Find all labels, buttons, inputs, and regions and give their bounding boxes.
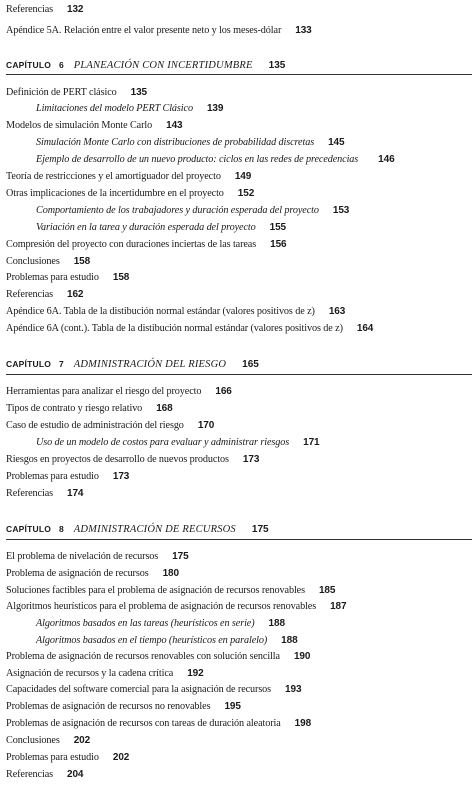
toc-section <box>6 25 312 37</box>
chapter-heading <box>6 523 472 536</box>
toc-page-number: 152 <box>237 188 255 199</box>
toc-page-number: 202 <box>73 735 91 746</box>
toc-section <box>6 488 83 500</box>
toc-section <box>6 87 147 99</box>
toc-section <box>6 752 129 764</box>
toc-page-number: 158 <box>112 272 130 283</box>
chapter-rule <box>6 74 472 75</box>
toc-entry-text: Problemas para estudio <box>6 471 99 482</box>
toc-entry-text: Teoría de restricciones y el amortiguador del proyecto <box>6 171 221 182</box>
toc-entry-text: Referencias <box>6 488 53 499</box>
chapter-heading <box>6 59 472 72</box>
toc-page-number: 166 <box>215 386 232 397</box>
toc-page-number: 145 <box>328 137 345 148</box>
toc-page-number: 146 <box>378 154 395 165</box>
toc-section <box>6 4 83 16</box>
toc-entry-text: Apéndice 5A. Relación entre el valor presente neto y los meses-dólar <box>6 25 282 36</box>
toc-page-number: 173 <box>242 454 260 465</box>
toc-page-number: 204 <box>66 769 84 780</box>
toc-section <box>6 171 251 183</box>
chapter-page-number: 165 <box>242 359 259 370</box>
toc-section <box>6 454 259 466</box>
toc-entry-text: Simulación Monte Carlo con distribuciones de probabilidad discretas <box>36 137 315 148</box>
toc-entry-text: Problemas para estudio <box>6 272 99 283</box>
toc-section <box>6 651 310 663</box>
toc-page-number: 171 <box>303 437 320 448</box>
toc-entry-text: Referencias <box>6 769 53 780</box>
toc-page-number: 187 <box>330 601 347 612</box>
toc-subsection <box>36 154 395 166</box>
chapter-title: ADMINISTRACIÓN DEL RIESGO <box>73 359 227 370</box>
toc-section <box>6 684 301 696</box>
toc-subsection <box>36 137 344 149</box>
toc-section <box>6 403 173 415</box>
toc-entry-text: Limitaciones del modelo PERT Clásico <box>36 103 193 114</box>
toc-entry-text: Ejemplo de desarrollo de un nuevo producto: ciclos en las redes de precedencias <box>36 154 359 165</box>
toc-page-number: 188 <box>281 635 298 646</box>
toc-subsection <box>36 437 320 449</box>
toc-page-number: 195 <box>224 701 241 712</box>
toc-entry-text: Apéndice 6A. Tabla de la distibución normal estándar (valores positivos de z) <box>6 306 315 317</box>
toc-page-number: 202 <box>112 752 130 763</box>
toc-page-number: 162 <box>66 289 84 300</box>
toc-page-number: 170 <box>197 420 215 431</box>
toc-entry-text: Caso de estudio de administración del riesgo <box>6 420 184 431</box>
toc-entry-text: Uso de un modelo de costos para evaluar y administrar riesgos <box>36 437 290 448</box>
toc-page-number: 133 <box>295 25 312 36</box>
chapter-page-number: 135 <box>268 60 286 71</box>
toc-entry-text: El problema de nivelación de recursos <box>6 551 159 562</box>
toc-section <box>6 323 373 335</box>
toc-entry-text: Compresión del proyecto con duraciones inciertas de las tareas <box>6 239 257 250</box>
toc-section <box>6 188 254 200</box>
toc-page-number: 198 <box>294 718 312 729</box>
toc-page-number: 163 <box>328 306 346 317</box>
toc-section <box>6 668 204 680</box>
toc-page-number: 188 <box>268 618 285 629</box>
toc-section <box>6 289 83 301</box>
toc-page-number: 143 <box>166 120 183 131</box>
toc-page-number: 192 <box>187 668 204 679</box>
toc-section <box>6 701 241 713</box>
toc-entry-text: Conclusiones <box>6 735 60 746</box>
toc-section <box>6 239 287 251</box>
toc-page-number: 164 <box>356 323 374 334</box>
toc-page-number: 174 <box>66 488 84 499</box>
chapter-number: 6 <box>59 60 64 70</box>
chapter-title: PLANEACIÓN CON INCERTIDUMBRE <box>73 60 253 71</box>
toc-subsection <box>36 103 223 115</box>
chapter-title: ADMINISTRACIÓN DE RECURSOS <box>73 524 236 535</box>
toc-entry-text: Algoritmos heurísticos para el problema de asignación de recursos renovables <box>6 601 317 612</box>
toc-subsection <box>36 222 286 234</box>
toc-entry-text: Modelos de simulación Monte Carlo <box>6 120 153 131</box>
chapter-rule <box>6 374 472 375</box>
toc-page-number: 156 <box>270 239 287 250</box>
toc-entry-text: Soluciones factibles para el problema de asignación de recursos renovables <box>6 585 305 596</box>
toc-page-number: 153 <box>332 205 350 216</box>
toc-entry-text: Riesgos en proyectos de desarrollo de nuevos productos <box>6 454 229 465</box>
toc-section <box>6 568 179 580</box>
toc-page-number: 139 <box>206 103 224 114</box>
toc-entry-text: Problema de asignación de recursos <box>6 568 149 579</box>
toc-entry-text: Problema de asignación de recursos renovables con solución sencilla <box>6 651 280 662</box>
toc-page-number: 135 <box>130 87 148 98</box>
toc-section <box>6 718 311 730</box>
toc-page-number: 193 <box>285 684 302 695</box>
toc-section <box>6 386 232 398</box>
toc-subsection <box>36 205 349 217</box>
toc-entry-text: Comportamiento de los trabajadores y duración esperada del proyecto <box>36 205 319 216</box>
toc-page-number: 158 <box>73 256 91 267</box>
toc-page-number: 180 <box>162 568 179 579</box>
toc-entry-text: Problemas de asignación de recursos no renovables <box>6 701 211 712</box>
toc-entry-text: Capacidades del software comercial para la asignación de recursos <box>6 684 272 695</box>
toc-section <box>6 769 83 781</box>
toc-page-number: 149 <box>234 171 252 182</box>
toc-entry-text: Otras implicaciones de la incertidumbre en el proyecto <box>6 188 224 199</box>
toc-entry-text: Referencias <box>6 289 53 300</box>
toc-page-number: 168 <box>156 403 173 414</box>
toc-entry-text: Problemas para estudio <box>6 752 99 763</box>
toc-page-number: 155 <box>269 222 287 233</box>
toc-entry-text: Tipos de contrato y riesgo relativo <box>6 403 143 414</box>
toc-subsection <box>36 635 298 647</box>
toc-section <box>6 306 345 318</box>
toc-entry-text: Algoritmos basados en las tareas (heurísticos en serie) <box>36 618 255 629</box>
chapter-label: CAPÍTULO <box>6 359 52 369</box>
toc-section <box>6 601 346 613</box>
toc-entry-text: Referencias <box>6 4 53 15</box>
toc-page-number: 173 <box>112 471 130 482</box>
toc-entry-text: Herramientas para analizar el riesgo del proyecto <box>6 386 202 397</box>
toc-page-number: 190 <box>293 651 311 662</box>
toc-section <box>6 585 335 597</box>
toc-section <box>6 256 90 268</box>
toc-section <box>6 551 189 563</box>
toc-entry-text: Algoritmos basados en el tiempo (heurísticos en paralelo) <box>36 635 268 646</box>
chapter-number: 8 <box>59 524 64 534</box>
toc-subsection <box>36 618 285 630</box>
toc-section <box>6 120 183 132</box>
toc-entry-text: Conclusiones <box>6 256 60 267</box>
chapter-label: CAPÍTULO <box>6 524 52 534</box>
chapter-label: CAPÍTULO <box>6 60 52 70</box>
toc-entry-text: Variación en la tarea y duración esperada del proyecto <box>36 222 256 233</box>
chapter-number: 7 <box>59 359 64 369</box>
toc-section <box>6 735 90 747</box>
toc-entry-text: Asignación de recursos y la cadena crítica <box>6 668 174 679</box>
chapter-page-number: 175 <box>251 524 269 535</box>
chapter-heading <box>6 358 472 371</box>
toc-entry-text: Apéndice 6A (cont.). Tabla de la distibución normal estándar (valores positivos de z) <box>6 323 343 334</box>
toc-section <box>6 420 214 432</box>
toc-page-number: 185 <box>318 585 336 596</box>
toc-section <box>6 471 129 483</box>
toc-section <box>6 272 129 284</box>
toc-entry-text: Problemas de asignación de recursos con tareas de duración aleatoria <box>6 718 281 729</box>
toc-page-number: 132 <box>66 4 84 15</box>
chapter-rule <box>6 539 472 540</box>
toc-entry-text: Definición de PERT clásico <box>6 87 117 98</box>
toc-page-number: 175 <box>172 551 189 562</box>
